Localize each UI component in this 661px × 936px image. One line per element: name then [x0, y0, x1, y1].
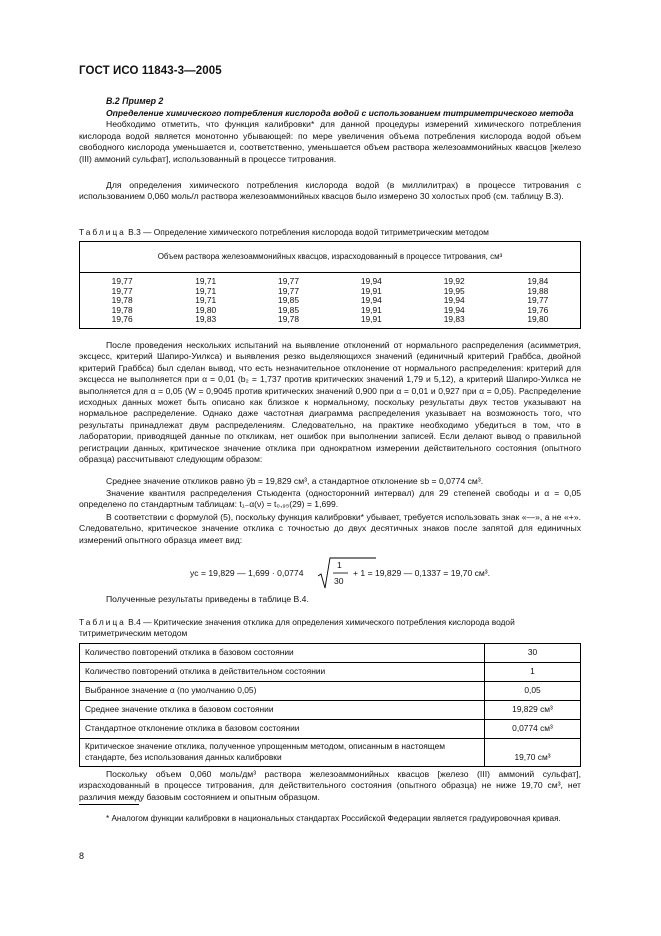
table-row	[80, 273, 581, 287]
table-4-label-cell: Критическое значение отклика, полученное упрощенным методом, описанным в настоящем стандарте, без использования данных калибровки	[80, 739, 485, 767]
paragraph-1	[79, 108, 581, 165]
formula-rest: + 1 = 19,829 — 0,1337 = 19,70 см³.	[353, 568, 491, 578]
table-4-label-cell: Выбранное значение α (по умолчанию 0,05)	[80, 682, 485, 701]
table-cell: 19,77	[278, 276, 299, 286]
table-cell: 19,83	[195, 314, 217, 325]
table-cell: 19,85	[278, 295, 299, 306]
paragraph-8: Поскольку объем 0,060 моль/дм³ раствора железоаммонийных квасцов [железо (III) аммоний сульфат], израсходованный в процессе титрования, для действительного состояния (опытного образца) не ниже 19,70 см³, нет различия между базовым состоянием и опытным образцом.	[79, 769, 581, 802]
table-3-caption-label: Таблица	[79, 227, 126, 237]
table-cell: 19,91	[360, 304, 382, 315]
table-cell: 19,80	[527, 314, 549, 325]
table-cell: 19,78	[111, 295, 133, 306]
paragraph-7: Полученные результаты приведены в таблице В.4.	[106, 594, 309, 604]
table-row	[80, 296, 581, 306]
table-4-value-cell: 1	[485, 663, 581, 682]
table-cell: 19,76	[527, 304, 549, 315]
table-4-value-cell: 30	[485, 644, 581, 663]
table-4-value-cell: 0,05	[485, 682, 581, 701]
footnote-divider	[79, 804, 139, 805]
table-cell: 19,77	[111, 285, 133, 296]
table-row	[80, 701, 581, 720]
table-3-body	[80, 273, 581, 329]
table-cell: 19,80	[195, 304, 217, 315]
table-4-value-cell: 19,829 см³	[485, 701, 581, 720]
table-3-caption-text: В.3 — Определение химического потребления кислорода водой титриметрическим методом	[128, 227, 489, 237]
table-row	[80, 663, 581, 682]
table-3-header: Объем раствора железоаммонийных квасцов, израсходованный в процессе титрования, см³	[80, 242, 581, 273]
paragraph-5: Значение квантиля распределения Стьюдента (односторонний интервал) для 29 степеней свободы и α = 0,05 определено по стандартным таблицам: t₁₋α(ν) = t₀,₉₅(29) = 1,699.	[79, 488, 581, 510]
table-row	[80, 306, 581, 316]
table-4-value-cell: 0,0774 см³	[485, 720, 581, 739]
formula-lhs: yc = 19,829 — 1,699 · 0,0774	[190, 568, 304, 578]
table-4-caption-label: Таблица	[79, 617, 126, 627]
table-cell: 19,77	[111, 276, 133, 286]
table-3	[79, 241, 581, 329]
table-cell: 19,92	[443, 276, 465, 286]
table-4	[79, 643, 581, 767]
paragraph-2: Для определения химического потребления кислорода водой (в миллилитрах) в процессе титрования с использованием 0,060 моль/л раствора железоаммонийных квасцов было измерено 30 холостых проб (см. таблицу В.3).	[79, 180, 581, 202]
table-cell: 19,71	[195, 285, 217, 296]
table-cell: 19,76	[111, 314, 133, 325]
paragraph-1-text: Необходимо отметить, что функция калибровки* для данной процедуры измерений химического потребления кислорода водой является монотонно убывающей: по мере увеличения объема потребления кислорода водой объем свободного кислорода уменьшается и, соответственно, уменьшается объем раствора железоаммонийных квасцов [железо (III) аммоний сульфат], использованный в процессе титрования.	[79, 119, 581, 164]
table-cell: 19,71	[195, 276, 217, 286]
table-cell: 19,77	[527, 295, 549, 306]
table-cell: 19,94	[360, 295, 382, 306]
table-row	[80, 287, 581, 297]
table-cell: 19,91	[360, 285, 382, 296]
table-row	[80, 644, 581, 663]
table-cell: 19,83	[443, 314, 465, 325]
footnote: * Аналогом функции калибровки в национальных стандартах Российской Федерации является градуировочная кривая.	[106, 814, 561, 823]
table-cell: 19,84	[527, 276, 549, 286]
table-cell: 19,77	[278, 285, 299, 296]
formula-denominator: 30	[334, 576, 344, 586]
paragraph-3: После проведения нескольких испытаний на выявление отклонений от нормального распределения (асимметрия, эксцесс, критерий Шапиро-Уилкса) и выявления резко выделяющихся значений (единичный критерий Граббса, двойной критерий Граббса) был сделан вывод, что есть незначительное отклонение от нормального распределения: критерий для эксцесса не выполняется при α = 0,01 (b₂ = 1,737 против критических значений 1,79 и 5,12), а критерий Шапиро-Уилкса не выполняется для α = 0,05 (W = 0,9045 против критических значений 0,900 при α = 0,01 и 0,927 при α = 0,05). Распределение исходных данных может быть описано как близкое к нормальному, поскольку результаты двух тестов указывают на нормальное распределение. Однако даже частотная диаграмма распределения указывает на возможность того, что результаты принадлежат двум распределениям. Следовательно, на практике необходимо убедиться в том, что в лаборатории, приводящей данные по откликам, нет ошибок при выполнении записей. Если делают вывод о правильной регистрации данных, критическое значение отклика при однократном измерении действительного состояния (опытного образца) рассчитывают следующим образом:	[79, 340, 581, 465]
table-row	[80, 720, 581, 739]
table-cell: 19,71	[195, 295, 217, 306]
table-4-caption-text: В.4 — Критические значения отклика для определения химического потребления кислорода водой титриметрическим методом	[79, 617, 515, 638]
paragraph-1-title: Определение химического потребления кислорода водой с использованием титриметрического метода	[106, 108, 574, 118]
paragraph-4: Среднее значение откликов равно ȳb = 19,829 см³, а стандартное отклонение sb = 0,0774 см³.	[106, 476, 484, 486]
table-4-value-cell: 19,70 см³	[485, 739, 581, 767]
table-cell: 19,91	[360, 314, 382, 325]
table-cell: 19,94	[360, 276, 382, 286]
section-heading: В.2 Пример 2	[106, 96, 164, 106]
document-header: ГОСТ ИСО 11843-3—2005	[79, 65, 222, 77]
table-cell: 19,94	[443, 304, 465, 315]
table-4-label-cell: Количество повторений отклика в базовом состоянии	[80, 644, 485, 663]
table-cell: 19,78	[278, 314, 299, 325]
formula-numerator: 1	[337, 560, 342, 570]
page-number: 8	[79, 851, 85, 861]
table-cell: 19,88	[527, 285, 549, 296]
table-3-caption	[79, 227, 581, 238]
critical-value-formula	[190, 556, 550, 592]
table-4-body	[80, 644, 581, 767]
table-4-label-cell: Среднее значение отклика в базовом состоянии	[80, 701, 485, 720]
table-row	[80, 682, 581, 701]
table-4-caption	[79, 617, 581, 639]
table-cell: 19,94	[443, 295, 465, 306]
paragraph-6: В соответствии с формулой (5), поскольку функция калибровки* убывает, требуется использовать знак «—», а не «+». Следовательно, критическое значение отклика с точностью до двух десятичных знаков после запятой для единичных измерений опытного образца имеет вид:	[79, 512, 581, 545]
table-row	[80, 315, 581, 328]
table-4-label-cell: Количество повторений отклика в действительном состоянии	[80, 663, 485, 682]
table-cell: 19,95	[443, 285, 465, 296]
table-4-label-cell: Стандартное отклонение отклика в базовом состоянии	[80, 720, 485, 739]
table-cell: 19,85	[278, 304, 299, 315]
table-row	[80, 739, 581, 767]
table-cell: 19,78	[111, 304, 133, 315]
